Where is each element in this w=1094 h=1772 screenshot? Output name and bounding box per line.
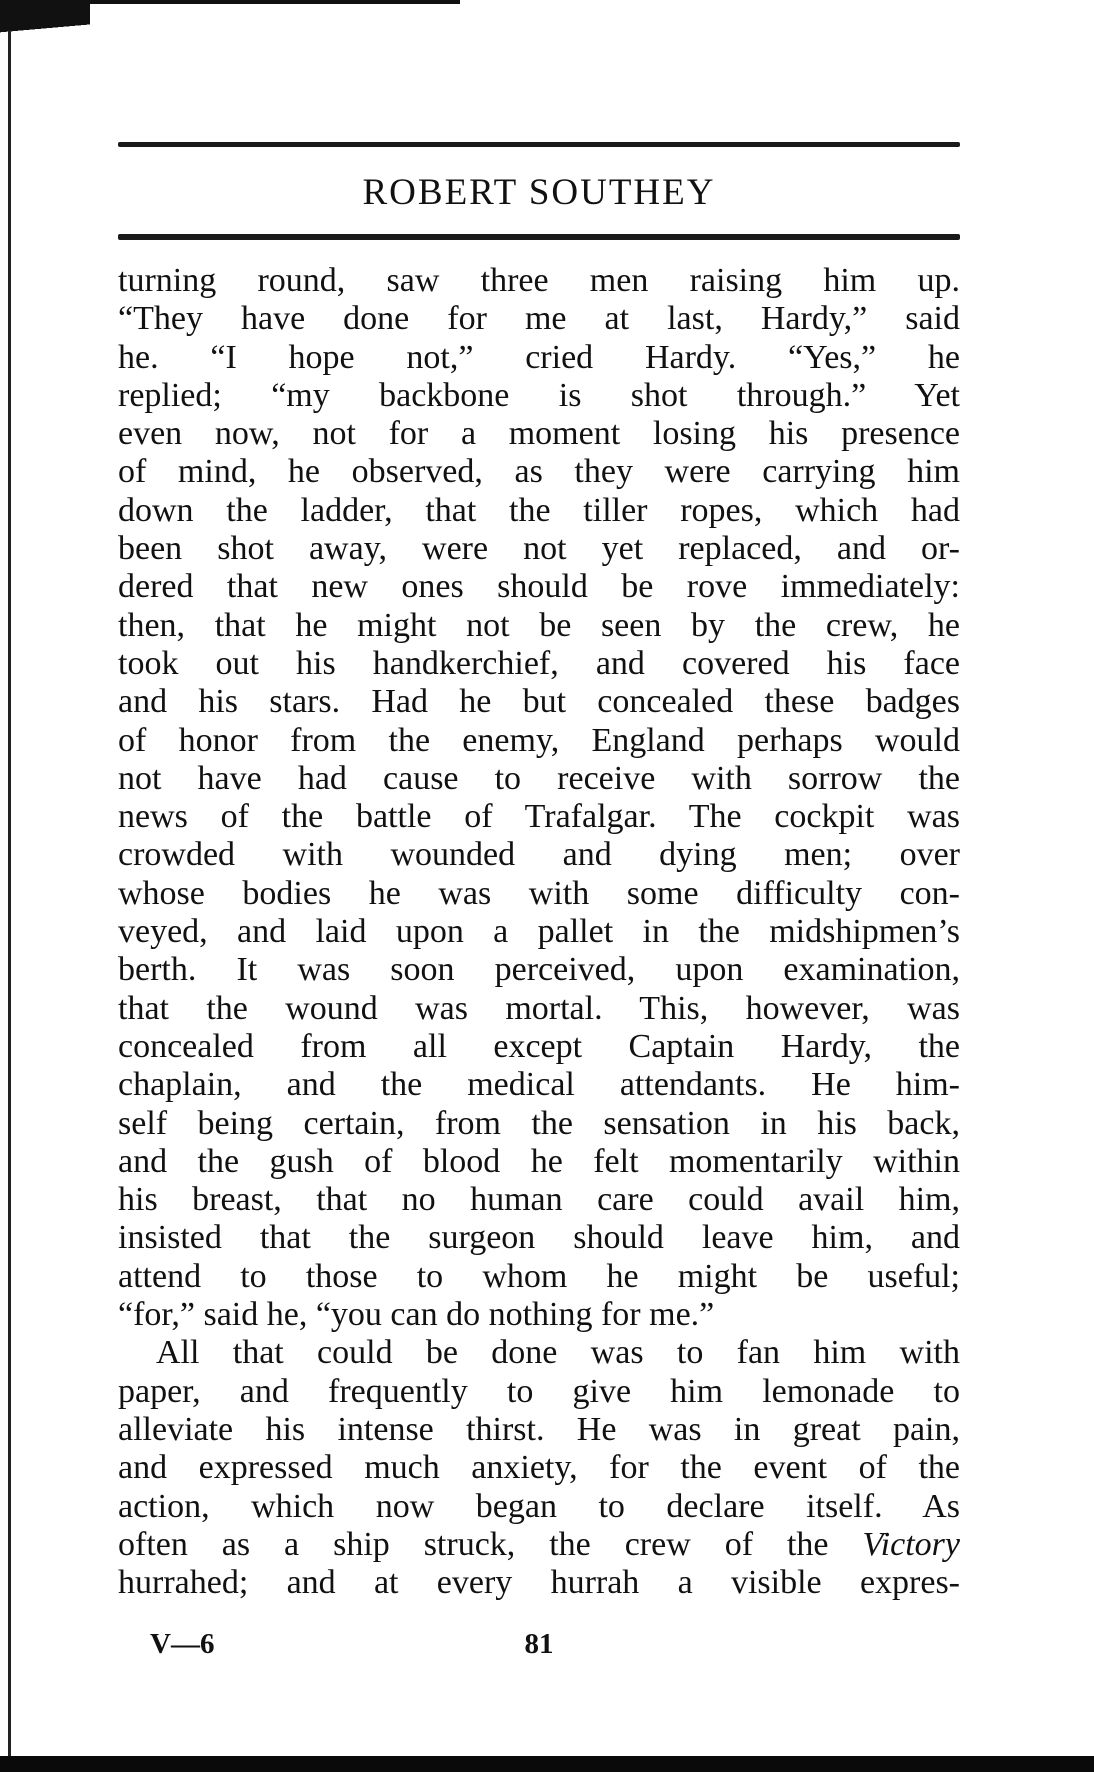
page-footer: [118, 1628, 960, 1668]
text-line: of mind, he observed, as they were carrying him: [118, 453, 960, 491]
text-line: action, which now began to declare itself. As: [118, 1487, 960, 1525]
header-rule-bottom: [118, 234, 960, 240]
text-line: not have had cause to receive with sorrow the: [118, 759, 960, 797]
paragraph-1: [118, 262, 960, 1334]
text-line: that the wound was mortal. This, however, was: [118, 989, 960, 1027]
text-segment: often as a ship struck, the crew of the: [118, 1525, 863, 1563]
text-line: he. “I hope not,” cried Hardy. “Yes,” he: [118, 338, 960, 376]
text-line: his breast, that no human care could avail him,: [118, 1181, 960, 1219]
text-line: concealed from all except Captain Hardy, the: [118, 1027, 960, 1065]
scan-edge-left: [8, 30, 11, 1760]
text-line: been shot away, were not yet replaced, and or-: [118, 530, 960, 568]
text-line: dered that new ones should be rove immediately:: [118, 568, 960, 606]
scan-edge-bottom: [0, 1756, 1094, 1772]
text-line: replied; “my backbone is shot through.” Yet: [118, 376, 960, 414]
signature-mark: V—6: [150, 1628, 215, 1660]
text-line: hurrahed; and at every hurrah a visible expres-: [118, 1564, 960, 1602]
text-line: crowded with wounded and dying men; over: [118, 836, 960, 874]
text-line: whose bodies he was with some difficulty con-: [118, 874, 960, 912]
text-line: then, that he might not be seen by the crew, he: [118, 606, 960, 644]
text-line: alleviate his intense thirst. He was in great pain,: [118, 1410, 960, 1448]
text-line: and expressed much anxiety, for the event of the: [118, 1449, 960, 1487]
text-line: of honor from the enemy, England perhaps would: [118, 721, 960, 759]
text-line: veyed, and laid upon a pallet in the midshipmen’s: [118, 913, 960, 951]
running-head: ROBERT SOUTHEY: [362, 172, 716, 213]
paragraph-2: [118, 1334, 960, 1602]
text-line: chaplain, and the medical attendants. He him-: [118, 1066, 960, 1104]
text-line-with-italic: [118, 1526, 960, 1564]
text-line: “They have done for me at last, Hardy,” said: [118, 300, 960, 338]
page-number: 81: [524, 1628, 554, 1660]
text-line: turning round, saw three men raising him up.: [118, 262, 960, 299]
ship-name-italic: Victory: [862, 1525, 960, 1563]
book-page: [118, 142, 960, 1602]
text-line: “for,” said he, “you can do nothing for me.”: [118, 1296, 715, 1334]
text-line: even now, not for a moment losing his presence: [118, 415, 960, 453]
text-line: down the ladder, that the tiller ropes, which had: [118, 491, 960, 529]
header-rule-top: [118, 142, 960, 147]
text-line: and his stars. Had he but concealed these badges: [118, 683, 960, 721]
text-line: paper, and frequently to give him lemonade to: [118, 1372, 960, 1410]
scan-corner-shadow: [0, 0, 90, 46]
text-line: and the gush of blood he felt momentarily within: [118, 1142, 960, 1180]
text-line: All that could be done was to fan him with: [156, 1334, 960, 1372]
text-line: news of the battle of Trafalgar. The cockpit was: [118, 798, 960, 836]
text-line: attend to those to whom he might be useful;: [118, 1257, 960, 1295]
text-line: insisted that the surgeon should leave him, and: [118, 1219, 960, 1257]
text-line: self being certain, from the sensation in his back,: [118, 1104, 960, 1142]
body-text: [118, 262, 960, 1602]
text-line: took out his handkerchief, and covered his face: [118, 644, 960, 682]
text-line: berth. It was soon perceived, upon examination,: [118, 951, 960, 989]
